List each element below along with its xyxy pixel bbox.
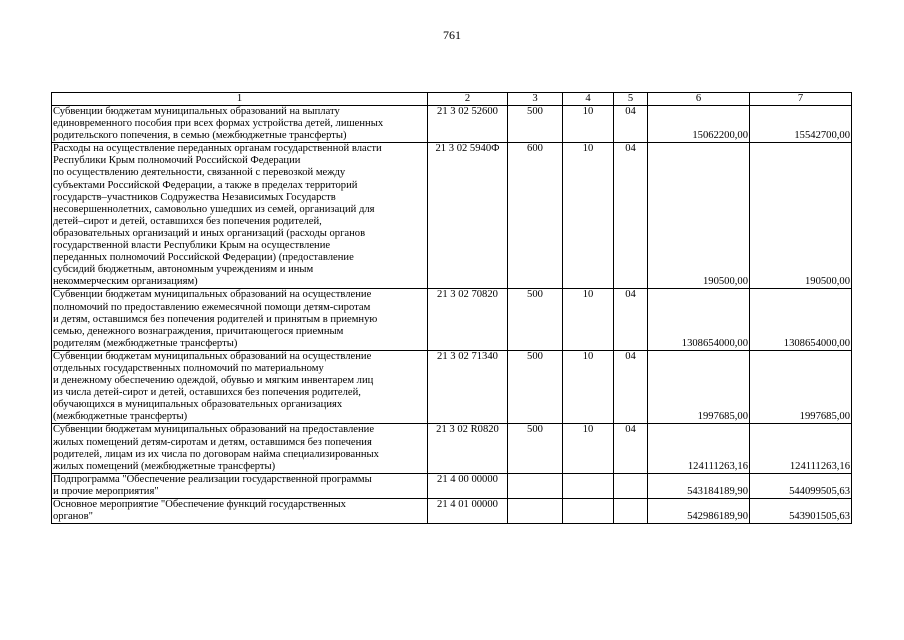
table-row (52, 424, 852, 473)
row-col4-cell: 10 (563, 350, 614, 424)
row-name-line: государственной власти Республики Крым на осуществление (53, 240, 331, 252)
row-code-cell: 21 4 01 00000 (428, 499, 508, 524)
page-number: 761 (443, 28, 461, 42)
row-name-line: Основное мероприятие "Обеспечение функций государственных (53, 499, 346, 510)
row-name-line: Расходы на осуществление переданных органам государственной власти (53, 143, 382, 155)
row-col6-cell: 15062200,00 (648, 106, 750, 143)
row-col4-cell (563, 473, 614, 498)
row-name-line: и детям, оставшимся без попечения родителей и принятым в приемную (53, 313, 378, 325)
row-name-line: несовершеннолетних, самовольно ушедших из семей, организаций для (53, 203, 375, 215)
row-name-cell (52, 424, 428, 473)
row-code-cell: 21 3 02 52600 (428, 106, 508, 143)
row-col7-cell: 543901505,63 (750, 499, 852, 524)
row-name-line: Субвенции бюджетам муниципальных образований на осуществление (53, 350, 372, 362)
row-col3-cell: 600 (508, 143, 563, 289)
row-col3-cell (508, 499, 563, 524)
row-name-line: обучающихся в муниципальных образовательных организациях (53, 399, 343, 411)
row-col3-cell: 500 (508, 106, 563, 143)
row-name-line: жилых помещений детям-сиротам и детям, оставшимся без попечения (53, 436, 372, 448)
row-col4-cell: 10 (563, 424, 614, 473)
header-cell: 1 (52, 93, 428, 106)
row-col3-cell (508, 473, 563, 498)
row-col5-cell: 04 (614, 424, 648, 473)
row-name-line: государств–участников Содружества Независимых Государств (53, 191, 336, 203)
row-col6-cell: 543184189,90 (648, 473, 750, 498)
table-row (52, 143, 852, 289)
row-col3-cell: 500 (508, 424, 563, 473)
row-col6-cell: 1997685,00 (648, 350, 750, 424)
row-col5-cell: 04 (614, 106, 648, 143)
row-col5-cell: 04 (614, 289, 648, 350)
row-name-line: родительского попечения, в семью (межбюджетные трансферты) (53, 130, 347, 142)
row-col7-cell: 1308654000,00 (750, 289, 852, 350)
row-name-line: (межбюджетные трансферты) (53, 411, 188, 423)
row-col5-cell: 04 (614, 143, 648, 289)
row-col4-cell: 10 (563, 106, 614, 143)
row-name-cell (52, 106, 428, 143)
header-cell: 7 (750, 93, 852, 106)
row-name-line: и денежному обеспечению одеждой, обувью и мягким инвентарем лиц (53, 375, 374, 387)
row-code-cell: 21 3 02 71340 (428, 350, 508, 424)
budget-table (51, 92, 852, 524)
row-name-line: единовременного пособия при всех формах устройства детей, лишенных (53, 118, 384, 130)
row-col5-cell (614, 499, 648, 524)
row-name-line: детей–сирот и детей, оставшихся без попечения родителей, (53, 215, 322, 227)
table-row (52, 473, 852, 498)
row-name-line: полномочий по предоставлению ежемесячной помощи детям-сиротам (53, 301, 371, 313)
header-cell: 4 (563, 93, 614, 106)
row-code-cell: 21 4 00 00000 (428, 473, 508, 498)
header-cell: 3 (508, 93, 563, 106)
row-name-line: отдельных государственных полномочий по материальному (53, 362, 324, 374)
row-col3-cell: 500 (508, 350, 563, 424)
row-col4-cell: 10 (563, 143, 614, 289)
header-cell: 6 (648, 93, 750, 106)
row-col7-cell: 1997685,00 (750, 350, 852, 424)
header-cell: 5 (614, 93, 648, 106)
row-name-line: жилых помещений (межбюджетные трансферты) (53, 460, 276, 472)
table-row (52, 106, 852, 143)
row-name-line: переданных полномочий Российской Федерации) (предоставление (53, 252, 354, 264)
header-cell: 2 (428, 93, 508, 106)
row-name-line: из числа детей-сирот и детей, оставшихся без попечения родителей, (53, 387, 361, 399)
row-name-line: Республики Крым полномочий Российской Федерации (53, 155, 301, 167)
row-col7-cell: 544099505,63 (750, 473, 852, 498)
row-name-line: родителям (межбюджетные трансферты) (53, 337, 238, 349)
table-row (52, 350, 852, 424)
row-col6-cell: 124111263,16 (648, 424, 750, 473)
row-name-line: родителей, лицам из их числа по договорам найма специализированных (53, 448, 379, 460)
row-name-line: семью, денежного вознаграждения, причитающегося приемным (53, 325, 344, 337)
row-name-line: образовательных организаций и иных организаций (расходы органов (53, 227, 366, 239)
row-name-line: субсидий бюджетным, автономным учреждениям и иным (53, 264, 314, 276)
row-name-cell (52, 289, 428, 350)
row-col3-cell: 500 (508, 289, 563, 350)
row-col7-cell: 190500,00 (750, 143, 852, 289)
row-code-cell: 21 3 02 R0820 (428, 424, 508, 473)
row-col6-cell: 1308654000,00 (648, 289, 750, 350)
row-col6-cell: 190500,00 (648, 143, 750, 289)
row-col7-cell: 15542700,00 (750, 106, 852, 143)
row-col4-cell: 10 (563, 289, 614, 350)
row-name-cell (52, 473, 428, 498)
row-code-cell: 21 3 02 70820 (428, 289, 508, 350)
row-name-line: и прочие мероприятия" (53, 485, 159, 497)
row-name-cell (52, 143, 428, 289)
row-col4-cell (563, 499, 614, 524)
row-col5-cell: 04 (614, 350, 648, 424)
row-name-line: по осуществлению деятельности, связанной с перевозкой между (53, 167, 346, 179)
row-code-cell: 21 3 02 5940Ф (428, 143, 508, 289)
row-col7-cell: 124111263,16 (750, 424, 852, 473)
header-row (52, 93, 852, 106)
table-row (52, 499, 852, 524)
row-name-line: органов" (53, 511, 93, 523)
table-row (52, 289, 852, 350)
row-name-cell (52, 499, 428, 524)
row-col5-cell (614, 473, 648, 498)
row-name-line: Субвенции бюджетам муниципальных образований на выплату (53, 106, 340, 117)
row-name-line: Подпрограмма "Обеспечение реализации государственной программы (53, 473, 372, 485)
row-name-cell (52, 350, 428, 424)
row-name-line: Субвенции бюджетам муниципальных образований на предоставление (53, 424, 375, 436)
row-name-line: Субвенции бюджетам муниципальных образований на осуществление (53, 289, 372, 301)
row-col6-cell: 542986189,90 (648, 499, 750, 524)
row-name-line: субъектами Российской Федерации, а также в пределах территорий (53, 179, 358, 191)
row-name-line: некоммерческим организациям) (53, 276, 198, 288)
